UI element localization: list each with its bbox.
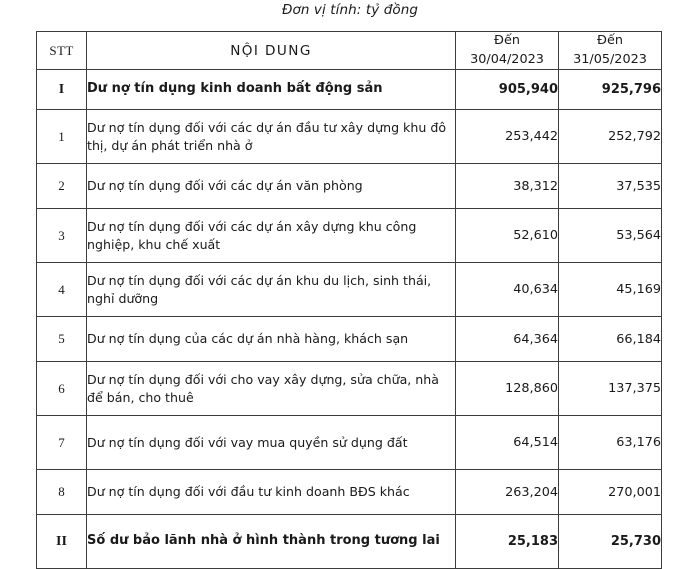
- row-value-cell-date-2: 270,001: [559, 470, 662, 515]
- row-content-cell: Dư nợ tín dụng đối với đầu tư kinh doanh BĐS khác: [87, 470, 456, 515]
- table-row: [37, 164, 662, 209]
- row-index-cell: 1: [37, 110, 87, 164]
- row-content-cell: Dư nợ tín dụng của các dự án nhà hàng, khách sạn: [87, 317, 456, 362]
- report-table-container: [36, 31, 661, 569]
- row-index-cell: I: [37, 70, 87, 110]
- table-row: [37, 209, 662, 263]
- credit-balance-table: [36, 31, 662, 569]
- row-value-cell-date-1: 128,860: [456, 362, 559, 416]
- row-value-cell-date-1: 263,204: [456, 470, 559, 515]
- column-header-date-1-line2: 30/04/2023: [470, 51, 544, 67]
- row-content-cell: Dư nợ tín dụng đối với các dự án đầu tư xây dựng khu đô thị, dự án phát triển nhà ở: [87, 110, 456, 164]
- row-index-cell: 5: [37, 317, 87, 362]
- row-index-cell: 3: [37, 209, 87, 263]
- row-value-cell-date-1: 38,312: [456, 164, 559, 209]
- column-header-date-1: [456, 32, 559, 70]
- row-value-cell-date-2: 37,535: [559, 164, 662, 209]
- row-content-cell: Dư nợ tín dụng đối với các dự án khu du lịch, sinh thái, nghỉ dưỡng: [87, 263, 456, 317]
- row-index-cell: 7: [37, 416, 87, 470]
- table-header-row: [37, 32, 662, 70]
- table-row: [37, 470, 662, 515]
- row-value-cell-date-2: 137,375: [559, 362, 662, 416]
- table-row: [37, 515, 662, 569]
- column-header-date-2-line2: 31/05/2023: [573, 51, 647, 67]
- column-header-date-2: [559, 32, 662, 70]
- row-value-cell-date-2: 45,169: [559, 263, 662, 317]
- table-body: [37, 70, 662, 569]
- row-value-cell-date-2: 53,564: [559, 209, 662, 263]
- table-row: [37, 317, 662, 362]
- row-index-cell: 6: [37, 362, 87, 416]
- row-value-cell-date-1: 25,183: [456, 515, 559, 569]
- row-index-cell: 2: [37, 164, 87, 209]
- table-row: [37, 263, 662, 317]
- row-content-cell: Dư nợ tín dụng đối với các dự án xây dựng khu công nghiệp, khu chế xuất: [87, 209, 456, 263]
- row-content-cell: Số dư bảo lãnh nhà ở hình thành trong tương lai: [87, 515, 456, 569]
- table-row: [37, 416, 662, 470]
- table-head: [37, 32, 662, 70]
- row-value-cell-date-2: 25,730: [559, 515, 662, 569]
- column-header-date-1-line1: Đến: [494, 33, 520, 48]
- row-value-cell-date-2: 66,184: [559, 317, 662, 362]
- table-row: [37, 110, 662, 164]
- column-header-date-2-line1: Đến: [597, 33, 623, 48]
- row-content-cell: Dư nợ tín dụng đối với các dự án văn phòng: [87, 164, 456, 209]
- row-value-cell-date-1: 905,940: [456, 70, 559, 110]
- row-value-cell-date-2: 252,792: [559, 110, 662, 164]
- row-content-cell: Dư nợ tín dụng kinh doanh bất động sản: [87, 70, 456, 110]
- table-row: [37, 362, 662, 416]
- row-index-cell: II: [37, 515, 87, 569]
- row-index-cell: 4: [37, 263, 87, 317]
- row-value-cell-date-2: 925,796: [559, 70, 662, 110]
- units-caption: Đơn vị tính: tỷ đồng: [281, 2, 419, 18]
- row-content-cell: Dư nợ tín dụng đối với vay mua quyền sử dụng đất: [87, 416, 456, 470]
- row-content-cell: Dư nợ tín dụng đối với cho vay xây dựng, sửa chữa, nhà để bán, cho thuê: [87, 362, 456, 416]
- column-header-content: NỘI DUNG: [87, 32, 456, 70]
- row-value-cell-date-1: 52,610: [456, 209, 559, 263]
- row-value-cell-date-1: 40,634: [456, 263, 559, 317]
- row-value-cell-date-1: 64,364: [456, 317, 559, 362]
- row-index-cell: 8: [37, 470, 87, 515]
- column-header-stt: STT: [37, 32, 87, 70]
- table-row: [37, 70, 662, 110]
- row-value-cell-date-1: 253,442: [456, 110, 559, 164]
- row-value-cell-date-2: 63,176: [559, 416, 662, 470]
- row-value-cell-date-1: 64,514: [456, 416, 559, 470]
